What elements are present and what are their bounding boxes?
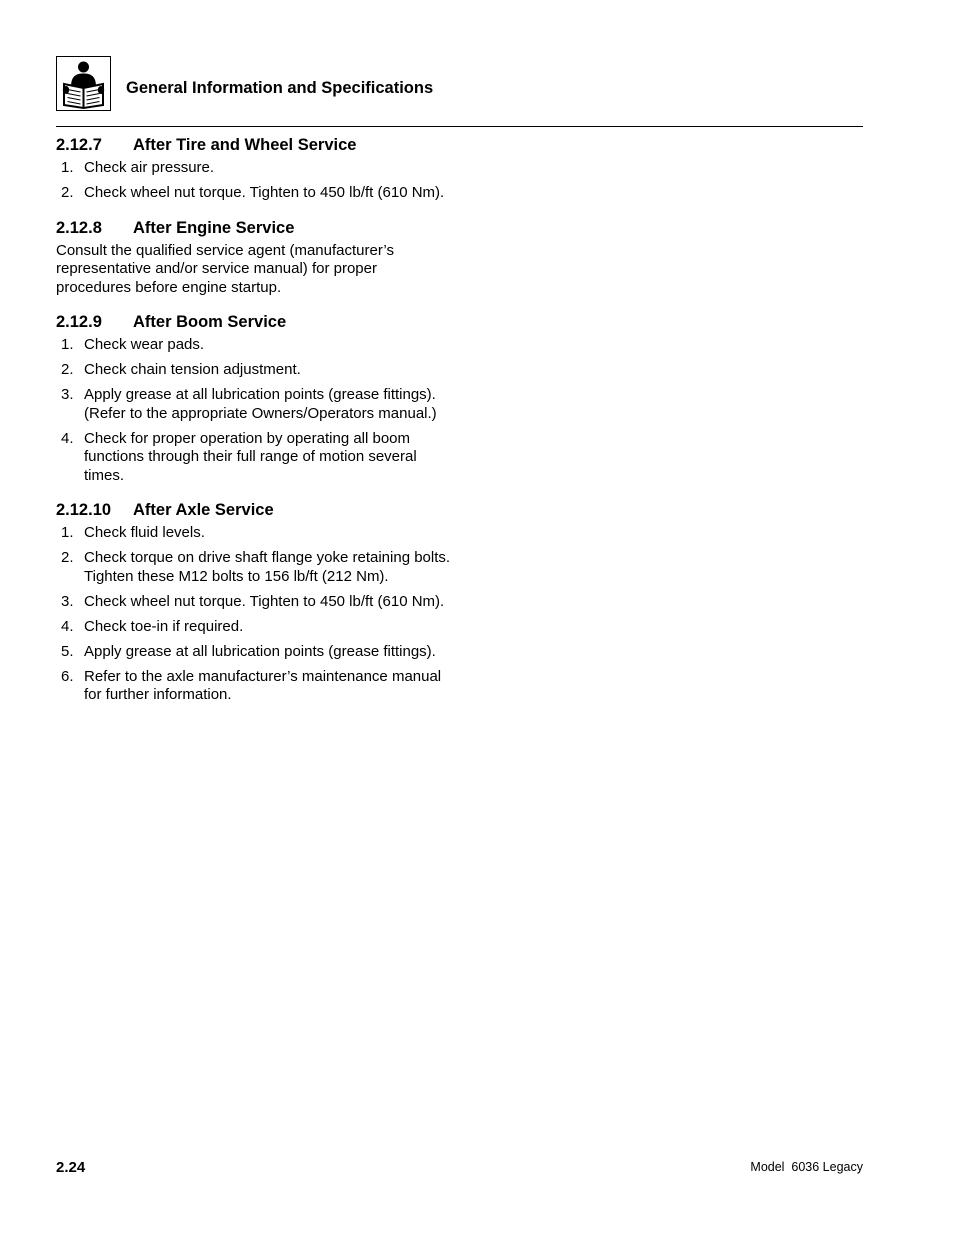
list-item [56, 618, 456, 637]
section-heading [56, 311, 456, 333]
list-marker: 2. [61, 549, 74, 566]
section-after-boom-service [56, 311, 456, 485]
list-item [56, 361, 456, 380]
list-item [56, 184, 456, 203]
list-marker: 1. [61, 524, 74, 541]
list-marker: 2. [61, 361, 74, 378]
section-after-tire-and-wheel-service [56, 134, 456, 203]
list-marker: 2. [61, 184, 74, 201]
list-item [56, 386, 456, 423]
list-item [56, 593, 456, 612]
page-header-title: General Information and Specifications [126, 79, 434, 97]
step-list [56, 524, 456, 705]
section-number: 2.12.10 [56, 501, 112, 519]
list-item-text: Check air pressure. [84, 159, 215, 176]
list-item-text: Check wheel nut torque. Tighten to 450 lb/ft (610 Nm). [84, 592, 445, 610]
step-list [56, 336, 456, 485]
section-paragraph: Consult the qualified service agent (manufacturer’s representative and/or service manual) for proper procedures before engine startup. [56, 241, 394, 296]
list-item-text: Check chain tension adjustment. [84, 361, 301, 378]
section-title: After Engine Service [133, 218, 295, 237]
step-list [56, 159, 456, 203]
list-item-text: Check for proper operation by operating all boom functions through their full range of motion several times. [84, 429, 417, 484]
section-title: After Boom Service [133, 313, 287, 331]
list-marker: 1. [61, 159, 74, 176]
section-heading [56, 217, 456, 239]
list-marker: 3. [61, 592, 74, 610]
section-title: After Tire and Wheel Service [133, 136, 357, 154]
reader-book-icon [56, 56, 111, 111]
list-item-text: Check toe-in if required. [84, 617, 244, 635]
section-number: 2.12.8 [56, 218, 102, 237]
list-item [56, 430, 456, 486]
list-marker: 4. [61, 617, 74, 635]
section-number: 2.12.7 [56, 136, 102, 154]
section-heading [56, 499, 456, 521]
list-item-text: Apply grease at all lubrication points (grease fittings). [84, 642, 436, 660]
list-item [56, 336, 456, 355]
page-number: 2.24 [56, 1159, 86, 1176]
section-number: 2.12.9 [56, 313, 102, 331]
list-marker: 4. [61, 429, 74, 447]
list-item [56, 668, 456, 705]
main-content [56, 134, 456, 719]
list-item [56, 643, 456, 662]
list-item-text: Refer to the axle manufacturer’s maintenance manual for further information. [84, 667, 442, 703]
list-item [56, 549, 456, 586]
section-after-engine-service [56, 217, 456, 298]
list-item [56, 524, 456, 543]
section-after-axle-service [56, 499, 456, 705]
list-item-text: Check torque on drive shaft flange yoke retaining bolts. Tighten these M12 bolts to 156 lb/ft (212 Nm). [84, 549, 451, 585]
section-title: After Axle Service [133, 501, 274, 519]
header-divider [56, 126, 863, 127]
list-marker: 1. [61, 336, 74, 353]
list-marker: 3. [61, 386, 74, 403]
list-item-text: Check wear pads. [84, 336, 205, 353]
list-marker: 5. [61, 642, 74, 660]
list-item-text: Apply grease at all lubrication points (grease fittings). (Refer to the appropriate Owners/Operators manual.) [84, 386, 437, 422]
list-item [56, 159, 456, 178]
footer-model-name: Model 6036 Legacy [750, 1160, 863, 1174]
list-item-text: Check fluid levels. [84, 524, 205, 541]
list-marker: 6. [61, 667, 74, 685]
list-item-text: Check wheel nut torque. Tighten to 450 lb/ft (610 Nm). [84, 184, 445, 201]
section-heading [56, 134, 456, 156]
